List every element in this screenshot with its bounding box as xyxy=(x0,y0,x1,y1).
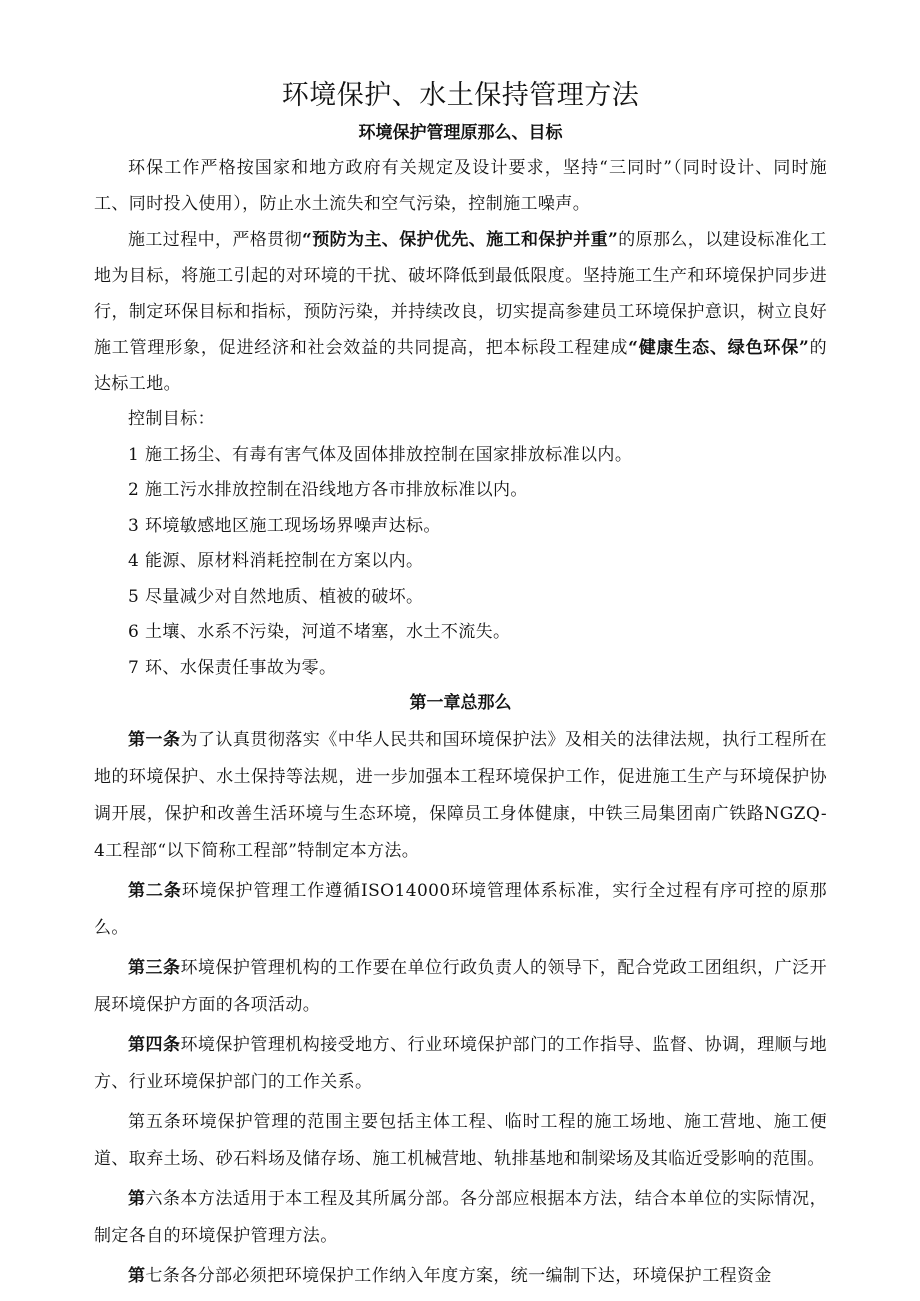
intro-paragraph: 环保工作严格按国家和地方政府有关规定及设计要求，坚持“三同时”（同时设计、同时施工、同时投入使用），防止水土流失和空气污染，控制施工噪声。 xyxy=(94,158,827,214)
article-7 xyxy=(94,1258,827,1295)
principle-text-1: 施工过程中，严格贯彻 xyxy=(128,230,303,250)
document-title: 环境保护、水土保持管理方法 xyxy=(281,80,640,111)
article-text: 环境保护管理机构接受地方、行业环境保护部门的工作指导、监督、协调，理顺与地方、行业环境保护部门的工作关系。 xyxy=(94,1035,827,1092)
article-2 xyxy=(94,873,827,947)
chapter-title: 第一章总那么 xyxy=(409,693,512,713)
control-target-item: 4 能源、原材料消耗控制在方案以内。 xyxy=(128,551,424,571)
article-label: 第四条 xyxy=(128,1035,181,1055)
control-target-item: 2 施工污水排放控制在沿线地方各市排放标准以内。 xyxy=(128,480,528,500)
article-6 xyxy=(94,1181,827,1255)
article-label: 第三条 xyxy=(128,958,181,978)
control-targets-label: 控制目标： xyxy=(128,409,215,429)
control-target-item: 1 施工扬尘、有毒有害气体及固体排放控制在国家排放标准以内。 xyxy=(128,444,633,465)
control-target-item: 3 环境敏感地区施工现场场界噪声达标。 xyxy=(128,515,441,536)
article-text: 环境保护管理机构的工作要在单位行政负责人的领导下，配合党政工团组织，广泛开展环境保护方面的各项活动。 xyxy=(94,958,827,1015)
article-text: 第五条环境保护管理的范围主要包括主体工程、临时工程的施工场地、施工营地、施工便道、取弃土场、砂石料场及储存场、施工机械营地、轨排基地和制梁场及其临近受影响的范围。 xyxy=(94,1112,827,1169)
control-target-item: 7 环、水保责任事故为零。 xyxy=(128,657,337,678)
control-target-item: 5 尽量减少对自然地质、植被的破坏。 xyxy=(128,586,424,607)
article-label: 第二条 xyxy=(128,881,182,901)
article-label: 第 xyxy=(128,1266,146,1286)
principle-paragraph xyxy=(94,222,827,402)
article-1 xyxy=(94,722,827,870)
article-text: 为了认真贯彻落实《中华人民共和国环境保护法》及相关的法律法规，执行工程所在地的环境保护、水土保持等法规，进一步加强本工程环境保护工作，促进施工生产与环境保护协调开展，保护和改善生活环境与生态环境，保障员工身体健康，中铁三局集团南广铁路NGZQ-4工程部“以下简称工程部”特制定本方法。 xyxy=(94,730,827,861)
article-4 xyxy=(94,1027,827,1101)
principle-text-3: 的达标工地。 xyxy=(94,338,827,394)
principle-bold-1: “预防为主、保护优先、施工和保护并重” xyxy=(302,230,619,250)
principle-text-2: 的原那么，以建设标准化工地为目标，将施工引起的对环境的干扰、破坏降低到最低限度。坚持施工生产和环境保护同步进行，制定环保目标和指标，预防污染，并持续改良，切实提高参建员工环境保护意识，树立良好施工管理形象，促进经济和社会效益的共同提高，把本标段工程建成 xyxy=(94,230,827,358)
article-5 xyxy=(94,1104,827,1178)
article-text: 环境保护管理工作遵循ISO14000环境管理体系标准，实行全过程有序可控的原那么。 xyxy=(94,881,827,938)
document-page xyxy=(94,72,827,1298)
section-heading: 环境保护管理原那么、目标 xyxy=(358,123,563,143)
article-label: 第一条 xyxy=(128,730,181,750)
article-text: 七条各分部必须把环境保护工作纳入年度方案，统一编制下达，环境保护工程资金 xyxy=(145,1266,772,1286)
article-label: 第 xyxy=(128,1189,146,1209)
principle-bold-2: “健康生态、绿色环保” xyxy=(628,338,810,358)
control-target-item: 6 土壤、水系不污染，河道不堵塞，水土不流失。 xyxy=(128,622,511,642)
article-text: 六条本方法适用于本工程及其所属分部。各分部应根据本方法，结合本单位的实际情况，制定各自的环境保护管理方法。 xyxy=(94,1189,827,1246)
article-3 xyxy=(94,950,827,1024)
